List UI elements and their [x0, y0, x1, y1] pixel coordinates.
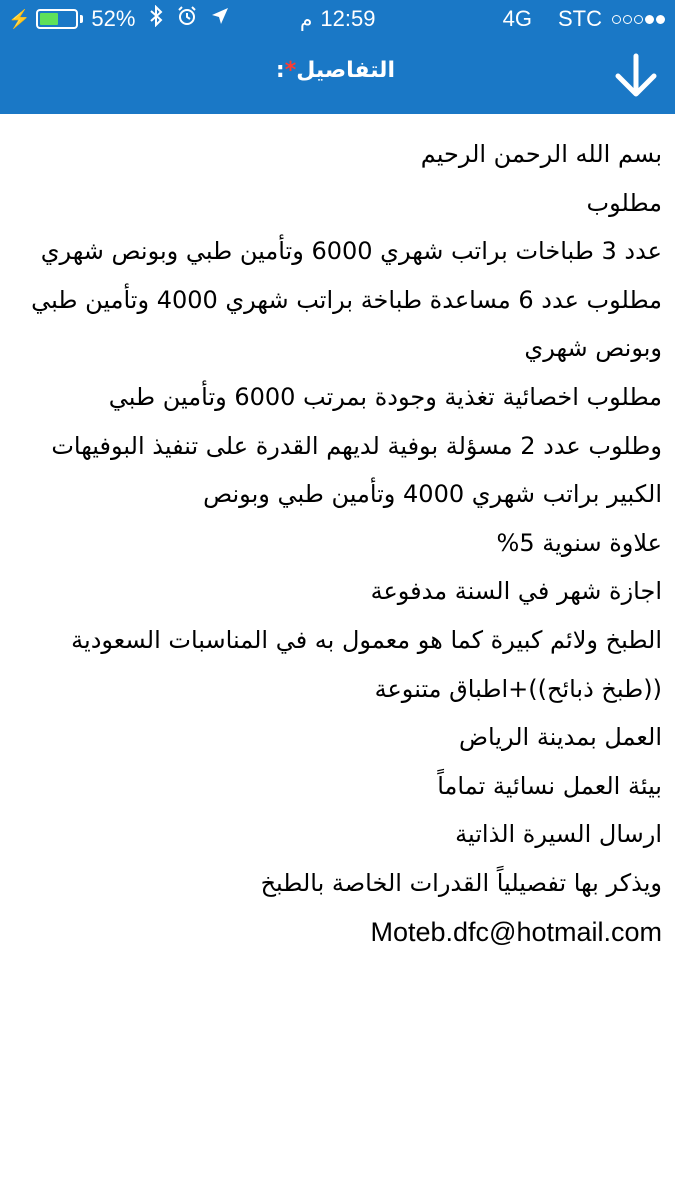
required-marker: *	[284, 58, 297, 83]
detail-line: ويذكر بها تفصيلياً القدرات الخاصة بالطبخ	[260, 868, 662, 897]
detail-line: وبونص شهري	[524, 334, 662, 363]
navigation-bar	[0, 38, 675, 114]
details-text	[20, 130, 662, 956]
signal-dot	[645, 15, 654, 24]
signal-dot	[623, 15, 632, 24]
detail-line: بسم الله الرحمن الرحيم	[420, 140, 662, 168]
detail-line: مطلوب اخصائية تغذية وجودة بمرتب 6000 وتأمين طبي	[108, 382, 662, 411]
detail-line: الطبخ ولائم كبيرة كما هو معمول به في المناسبات السعودية	[71, 625, 662, 654]
detail-line: الكبير براتب شهري 4000 وتأمين طبي وبونص	[203, 480, 662, 509]
signal-dot	[656, 15, 665, 24]
detail-line: مطلوب عدد 6 مساعدة طباخة براتب شهري 4000 وتأمين طبي	[31, 285, 662, 314]
bluetooth-icon	[149, 5, 163, 33]
signal-dot	[634, 15, 643, 24]
alarm-clock-icon	[177, 6, 197, 32]
signal-dot	[612, 15, 621, 24]
detail-line: اجازة شهر في السنة مدفوعة	[370, 577, 662, 606]
detail-line: العمل بمدينة الرياض	[458, 723, 662, 752]
detail-line: وطلوب عدد 2 مسؤلة بوفية لديهم القدرة على تنفيذ البوفيهات	[51, 431, 662, 460]
battery-icon	[36, 9, 78, 29]
location-arrow-icon	[211, 7, 229, 31]
battery-percentage: 52%	[91, 6, 136, 31]
detail-line: علاوة سنوية 5%	[496, 528, 662, 557]
page-title	[276, 58, 395, 83]
detail-line: مطلوب	[586, 188, 662, 217]
detail-line: بيئة العمل نسائية تماماً	[437, 771, 662, 800]
clock-time: 12:59	[320, 6, 376, 31]
signal-strength-icon	[612, 15, 665, 24]
contact-email[interactable]: Moteb.dfc@hotmail.com	[370, 916, 662, 947]
detail-line: عدد 3 طباخات براتب شهري 6000 وتأمين طبي وبونص شهري	[40, 237, 662, 266]
network-type: 4G	[502, 6, 532, 31]
download-arrow-icon[interactable]	[612, 52, 660, 100]
detail-line: ((طبخ ذبائح))+اطباق متنوعة	[374, 674, 662, 703]
time-period: م	[300, 7, 313, 31]
status-bar	[0, 0, 675, 38]
detail-line: ارسال السيرة الذاتية	[455, 820, 662, 849]
charging-bolt-icon: ⚡	[8, 8, 31, 29]
title-text: التفاصيل	[296, 58, 395, 83]
carrier-name: STC	[558, 6, 602, 31]
title-colon: :	[275, 58, 285, 83]
